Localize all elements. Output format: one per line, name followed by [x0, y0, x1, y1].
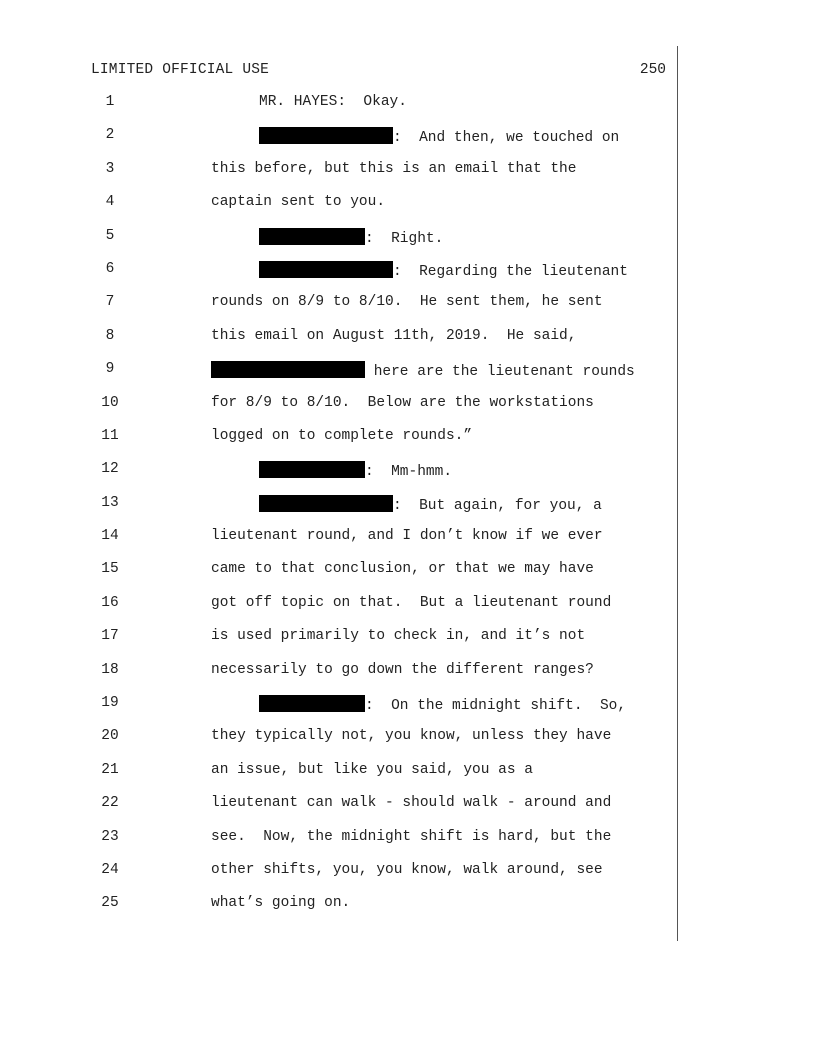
transcript-line — [0, 693, 700, 726]
line-text: this email on August 11th, 2019. He said, — [211, 327, 577, 344]
transcript-line — [0, 559, 700, 592]
line-number: 9 — [105, 361, 115, 378]
transcript-line — [0, 292, 700, 325]
line-number: 6 — [105, 260, 115, 277]
line-number: 25 — [101, 895, 119, 912]
transcript-line — [0, 493, 700, 526]
transcript-line — [0, 760, 700, 793]
redaction-bar — [259, 495, 393, 512]
transcript-line — [0, 593, 700, 626]
line-text: captain sent to you. — [211, 194, 386, 211]
line-text-redacted: : Regarding the lieutenant — [259, 261, 628, 280]
line-number: 4 — [105, 194, 115, 211]
line-text: for 8/9 to 8/10. Below are the workstations — [211, 394, 594, 411]
line-text-redacted: : Mm-hmm. — [259, 461, 452, 480]
transcript-line — [0, 226, 700, 259]
transcript-lines — [0, 92, 700, 927]
line-number: 21 — [101, 761, 119, 778]
line-number: 3 — [105, 160, 115, 177]
line-number: 23 — [101, 828, 119, 845]
transcript-line — [0, 626, 700, 659]
transcript-line — [0, 459, 700, 492]
line-number: 22 — [101, 795, 119, 812]
line-number: 19 — [101, 695, 119, 712]
redaction-bar — [259, 261, 393, 278]
line-number: 10 — [101, 394, 119, 411]
line-text-redacted: : On the midnight shift. So, — [259, 695, 626, 714]
line-number: 5 — [105, 227, 115, 244]
transcript-line — [0, 92, 700, 125]
line-number: 13 — [101, 494, 119, 511]
line-text: an issue, but like you said, you as a — [211, 761, 533, 778]
line-text-redacted: : And then, we touched on — [259, 127, 619, 146]
transcript-line — [0, 125, 700, 158]
line-number: 8 — [105, 327, 115, 344]
line-number: 2 — [105, 127, 115, 144]
transcript-line — [0, 326, 700, 359]
line-number: 14 — [101, 528, 119, 545]
line-number: 16 — [101, 594, 119, 611]
transcript-line — [0, 359, 700, 392]
line-number: 15 — [101, 561, 119, 578]
transcript-line — [0, 259, 700, 292]
line-text: came to that conclusion, or that we may have — [211, 561, 594, 578]
line-number: 20 — [101, 728, 119, 745]
transcript-line — [0, 526, 700, 559]
transcript-line — [0, 893, 700, 926]
line-number: 1 — [105, 94, 115, 110]
line-number: 17 — [101, 628, 119, 645]
classification-header: LIMITED OFFICIAL USE — [91, 62, 270, 78]
line-text: lieutenant round, and I don’t know if we ever — [211, 528, 603, 545]
line-text: this before, but this is an email that the — [211, 160, 577, 177]
page-number: 250 — [639, 62, 666, 78]
line-text: necessarily to go down the different ranges? — [211, 661, 594, 678]
redaction-bar — [259, 228, 365, 245]
redaction-bar — [259, 127, 393, 144]
redaction-bar — [259, 695, 365, 712]
transcript-line — [0, 726, 700, 759]
line-text: they typically not, you know, unless they have — [211, 728, 612, 745]
line-text-redacted: here are the lieutenant rounds — [211, 361, 635, 380]
line-number: 24 — [101, 861, 119, 878]
line-number: 11 — [101, 427, 119, 444]
line-text: other shifts, you, you know, walk around, see — [211, 861, 603, 878]
line-text: see. Now, the midnight shift is hard, but the — [211, 828, 612, 845]
line-number: 18 — [101, 661, 119, 678]
transcript-line — [0, 192, 700, 225]
line-text: what’s going on. — [211, 895, 351, 912]
line-text: MR. HAYES: Okay. — [259, 94, 407, 110]
line-number: 7 — [105, 294, 115, 311]
redaction-bar — [259, 461, 365, 478]
line-text: lieutenant can walk - should walk - around and — [211, 795, 612, 812]
transcript-line — [0, 827, 700, 860]
line-text: logged on to complete rounds.” — [211, 427, 473, 444]
line-text-redacted: : Right. — [259, 228, 443, 247]
line-number: 12 — [101, 461, 119, 478]
line-text: got off topic on that. But a lieutenant round — [211, 594, 612, 611]
line-text-redacted: : But again, for you, a — [259, 495, 602, 514]
transcript-line — [0, 860, 700, 893]
transcript-line — [0, 660, 700, 693]
line-text: rounds on 8/9 to 8/10. He sent them, he sent — [211, 294, 603, 311]
transcript-line — [0, 393, 700, 426]
transcript-line — [0, 426, 700, 459]
transcript-line — [0, 159, 700, 192]
transcript-line — [0, 793, 700, 826]
line-text: is used primarily to check in, and it’s not — [211, 628, 586, 645]
redaction-bar — [211, 361, 365, 378]
